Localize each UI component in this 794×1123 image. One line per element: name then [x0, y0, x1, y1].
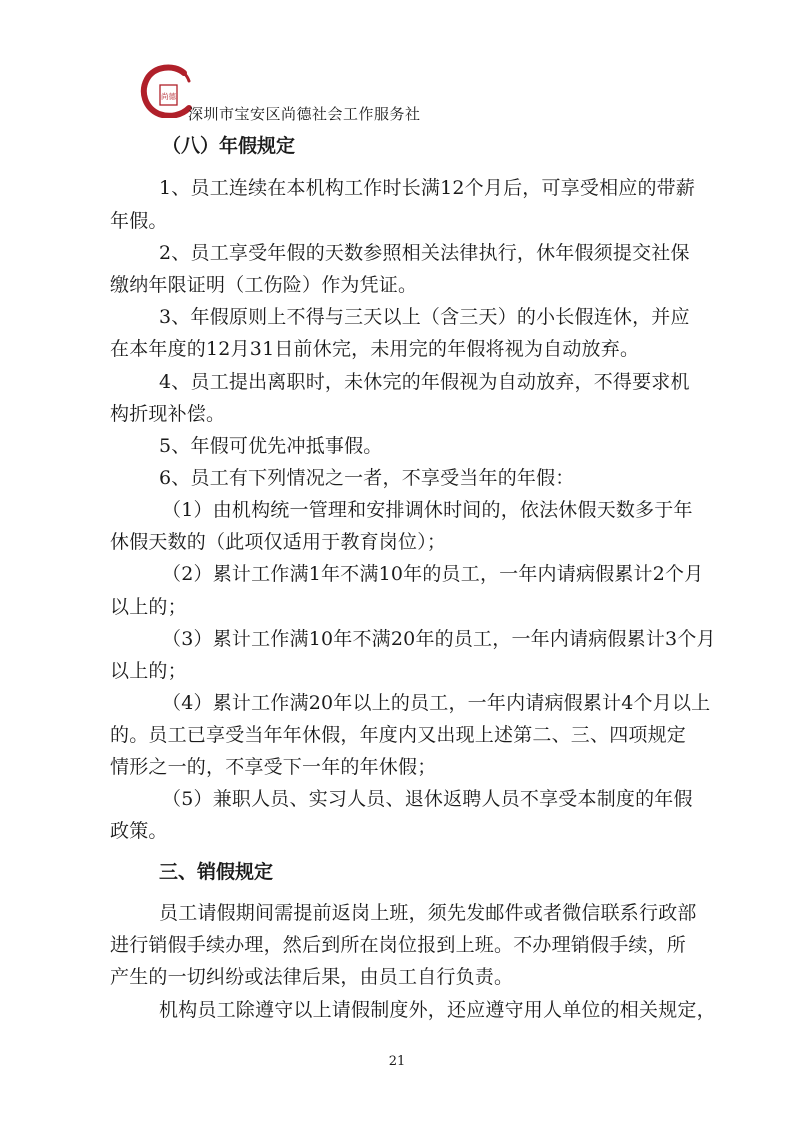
paragraph-line: 5、年假可优先冲抵事假。: [159, 435, 383, 457]
paragraph-line: 1、员工连续在本机构工作时长满12个月后，可享受相应的带薪: [159, 177, 696, 199]
section-heading-annual-leave: （八）年假规定: [162, 135, 296, 157]
paragraph-line: （5）兼职人员、实习人员、退休返聘人员不享受本制度的年假: [162, 788, 693, 810]
paragraph-line: 以上的；: [110, 596, 187, 618]
paragraph-line: 6、员工有下列情况之一者，不享受当年的年假：: [159, 467, 575, 489]
paragraph-line: 2、员工享受年假的天数参照相关法律执行，休年假须提交社保: [159, 242, 690, 264]
paragraph-line: （3）累计工作满10年不满20年的员工，一年内请病假累计3个月: [162, 628, 716, 650]
paragraph-line: 情形之一的，不享受下一年的年休假；: [110, 756, 437, 778]
paragraph-line: 4、员工提出离职时，未休完的年假视为自动放弃，不得要求机: [159, 371, 690, 393]
paragraph-line: （1）由机构统一管理和安排调休时间的，依法休假天数多于年: [162, 499, 693, 521]
organization-name: 深圳市宝安区尚德社会工作服务社: [188, 105, 421, 123]
paragraph-line: 在本年度的12月31日前休完，未用完的年假将视为自动放弃。: [110, 338, 640, 360]
paragraph-line: （4）累计工作满20年以上的员工，一年内请病假累计4个月以上: [162, 692, 711, 714]
paragraph-line: 以上的；: [110, 660, 187, 682]
paragraph-line: 的。员工已享受当年年休假，年度内又出现上述第二、三、四项规定: [110, 724, 687, 746]
paragraph-line: （2）累计工作满1年不满10年的员工，一年内请病假累计2个月: [162, 563, 704, 585]
paragraph-line: 3、年假原则上不得与三天以上（含三天）的小长假连休，并应: [159, 306, 690, 328]
paragraph-line: 构折现补偿。: [110, 403, 226, 425]
logo-brush-tail: [184, 73, 189, 81]
paragraph-line: 员工请假期间需提前返岗上班，须先发邮件或者微信联系行政部: [159, 902, 697, 924]
paragraph-line: 缴纳年限证明（工伤险）作为凭证。: [110, 274, 418, 296]
paragraph-line: 产生的一切纠纷或法律后果，由员工自行负责。: [110, 966, 514, 988]
paragraph-line: 进行销假手续办理，然后到所在岗位报到上班。不办理销假手续，所: [110, 934, 687, 956]
page-number: 21: [388, 1054, 406, 1069]
paragraph-line: 休假天数的（此项仅适用于教育岗位）；: [110, 531, 447, 553]
paragraph-line: 政策。: [110, 820, 168, 842]
paragraph-line: 机构员工除遵守以上请假制度外，还应遵守用人单位的相关规定，: [159, 999, 716, 1021]
logo-seal-text: 尚德: [161, 92, 176, 101]
paragraph-line: 年假。: [110, 210, 168, 232]
section-heading-cancel-leave: 三、销假规定: [159, 861, 274, 883]
